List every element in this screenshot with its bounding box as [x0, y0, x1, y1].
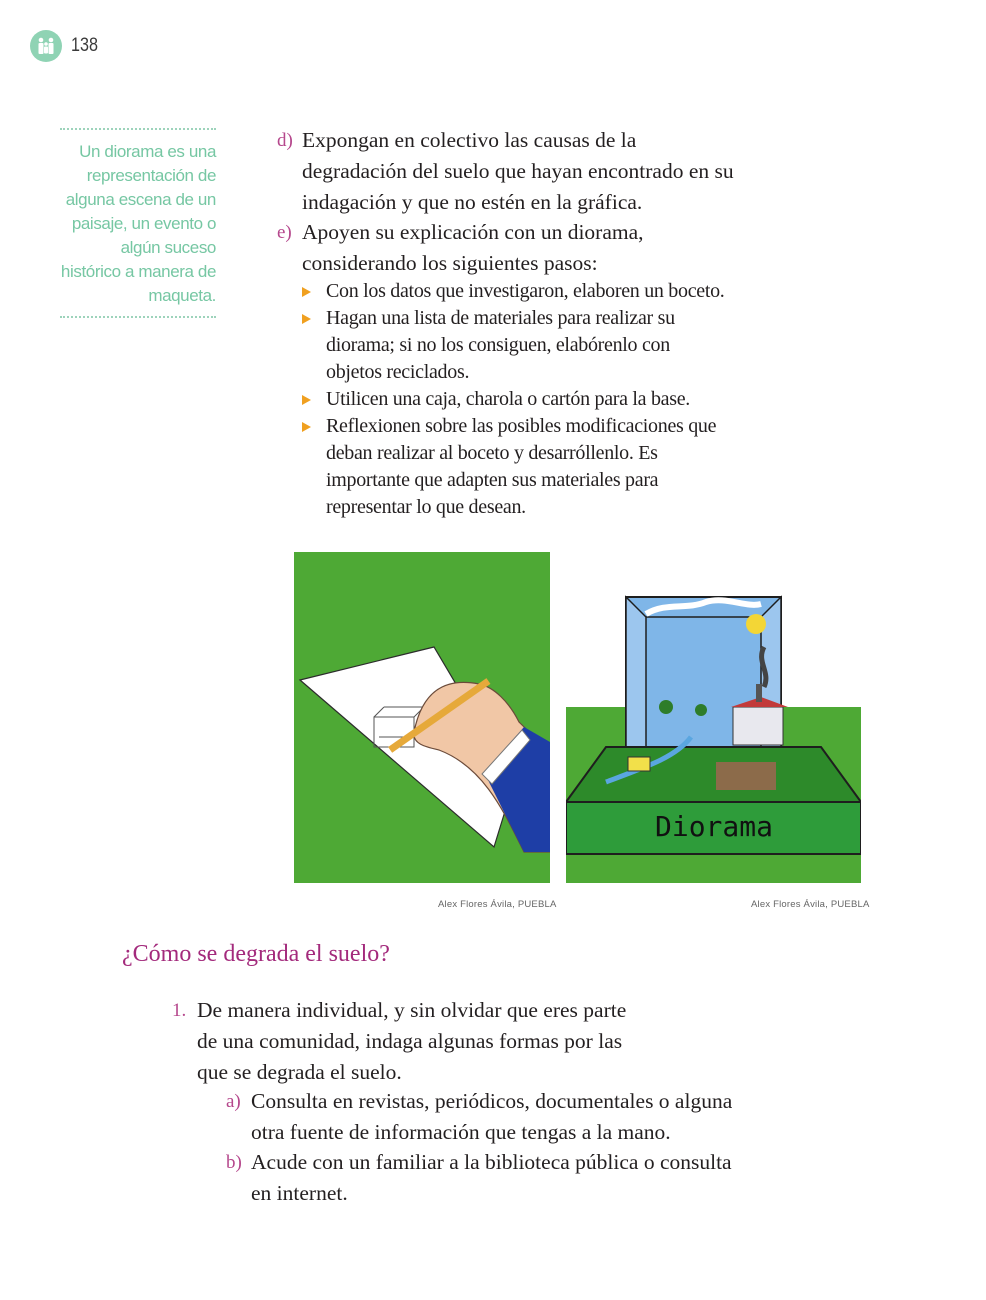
glossary-text: Un diorama es una representación de alguna escena de un paisaje, un evento o algún suceso histórico a manera de maqueta. [60, 142, 216, 305]
arrow-bullet-icon [302, 422, 311, 432]
list-item [302, 413, 718, 521]
subitem-marker: a) [226, 1091, 241, 1112]
subitem-text: Acude con un familiar a la biblioteca pública o consulta en internet. [251, 1150, 732, 1205]
glossary-box [60, 128, 216, 318]
subitem-text: Consulta en revistas, periódicos, documentales o alguna otra fuente de información que tengas a la mano. [251, 1089, 733, 1144]
arrow-bullet-icon [302, 287, 311, 297]
diorama-icon [566, 552, 861, 883]
diorama-label: Diorama [654, 810, 774, 843]
arrow-bullet-icon [302, 395, 311, 405]
photo-credit: Alex Flores Ávila, PUEBLA [751, 899, 870, 910]
family-icon [30, 30, 62, 62]
photo-credit: Alex Flores Ávila, PUEBLA [438, 899, 557, 910]
step-marker: e) [277, 222, 292, 243]
activity-number: 1. [172, 1000, 187, 1021]
bullet-text: Reflexionen sobre las posibles modificaciones que deban realizar al boceto y desarróllenlo. Es importante que adapten sus materiales para representar lo que desean. [326, 415, 717, 518]
step-text: Expongan en colectivo las causas de la degradación del suelo que hayan encontrado en su indagación y que no estén en la gráfica. [302, 128, 734, 214]
bullet-text: Con los datos que investigaron, elaboren un boceto. [326, 280, 725, 302]
page-number: 138 [71, 35, 98, 56]
diorama-illustration [566, 552, 861, 883]
steps-bullet-list [302, 278, 752, 521]
section-heading: ¿Cómo se degrada el suelo? [122, 941, 390, 967]
sketch-illustration [294, 552, 550, 883]
page-header [30, 30, 103, 62]
activity-1 [172, 995, 642, 1088]
bullet-text: Hagan una lista de materiales para realizar su diorama; si no los consiguen, elabórenlo con objetos reciclados. [326, 307, 675, 383]
step-d [277, 125, 742, 218]
bullet-text: Utilicen una caja, charola o cartón para la base. [326, 388, 690, 410]
subitem-a [226, 1086, 746, 1148]
arrow-bullet-icon [302, 314, 311, 324]
subitem-b [226, 1147, 746, 1209]
hand-drawing-sketch-icon [294, 552, 550, 883]
list-item [302, 305, 696, 386]
list-item [302, 278, 752, 305]
activity-text: De manera individual, y sin olvidar que eres parte de una comunidad, indaga algunas formas por las que se degrada el suelo. [197, 998, 627, 1084]
step-marker: d) [277, 130, 293, 151]
list-item [302, 386, 752, 413]
subitem-marker: b) [226, 1152, 242, 1173]
step-text: Apoyen su explicación con un diorama, considerando los siguientes pasos: [302, 220, 644, 275]
step-e [277, 217, 692, 279]
